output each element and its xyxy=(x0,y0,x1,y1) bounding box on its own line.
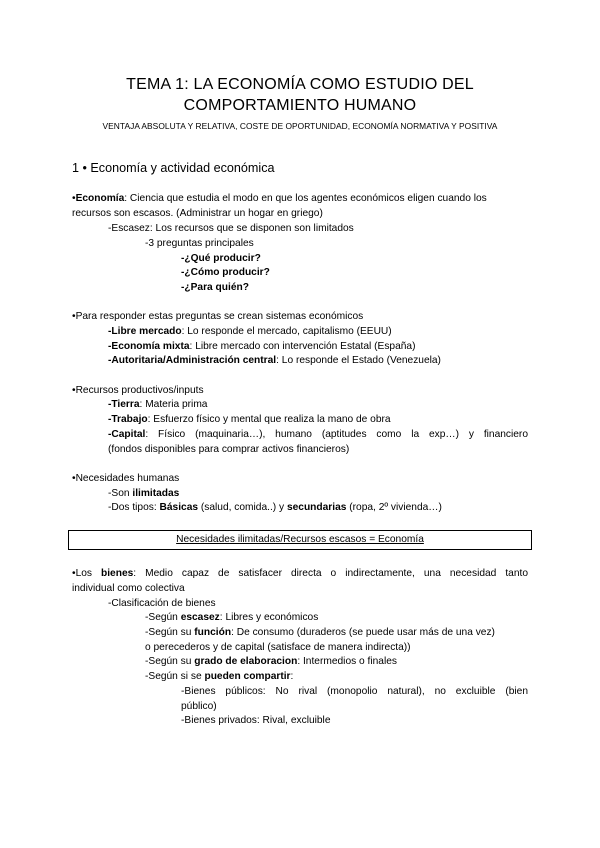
clasif-funcion-line-2: o perecederos y de capital (satisface de manera indirecta)) xyxy=(145,642,411,653)
recurso-trabajo: -Trabajo: Esfuerzo físico y mental que realiza la mano de obra xyxy=(108,414,391,425)
sistema-economia-mixta: -Economía mixta: Libre mercado con intervención Estatal (España) xyxy=(108,341,416,352)
clasif-compartir: -Según si se pueden compartir: xyxy=(145,671,294,682)
recursos-intro: •Recursos productivos/inputs xyxy=(72,385,204,396)
bienes-def-line-1: •Los bienes: Medio capaz de satisfacer directa o indirectamente, una necesidad tanto xyxy=(72,568,528,579)
doc-title-line-1: TEMA 1: LA ECONOMÍA COMO ESTUDIO DEL xyxy=(126,76,474,93)
necesidades-tipos: -Dos tipos: Básicas (salud, comida..) y secundarias (ropa, 2º vivienda…) xyxy=(108,502,442,513)
recurso-capital: -Capital: Físico (maquinaria…), humano (aptitudes como la exp…) y financiero xyxy=(108,429,528,440)
sistema-autoritaria: -Autoritaria/Administración central: Lo responde el Estado (Venezuela) xyxy=(108,355,441,366)
economia-def-1: : Ciencia que estudia el modo en que los agentes económicos eligen cuando los xyxy=(124,193,487,204)
question-what: -¿Qué producir? xyxy=(181,253,261,264)
clasificacion-bienes: -Clasificación de bienes xyxy=(108,598,216,609)
sistemas-intro: •Para responder estas preguntas se crean sistemas económicos xyxy=(72,311,364,322)
necesidades-intro: •Necesidades humanas xyxy=(72,473,180,484)
doc-title-line-2: COMPORTAMIENTO HUMANO xyxy=(183,97,417,114)
economia-def-line-1 xyxy=(72,192,487,205)
clasif-funcion: -Según su función: De consumo (duraderos (se puede usar más de una vez) xyxy=(145,627,495,638)
sistema-libre-mercado: -Libre mercado: Lo responde el mercado, capitalismo (EEUU) xyxy=(108,326,392,337)
necesidades-son: -Son ilimitadas xyxy=(108,488,180,499)
clasif-elaboracion: -Según su grado de elaboracion: Intermedios o finales xyxy=(145,656,397,667)
recurso-tierra: -Tierra: Materia prima xyxy=(108,399,208,410)
bienes-publicos-line-2: público) xyxy=(181,701,217,712)
question-how: -¿Cómo producir? xyxy=(181,267,270,278)
economia-term: Economía xyxy=(75,193,125,204)
doc-subtitle: VENTAJA ABSOLUTA Y RELATIVA, COSTE DE OPORTUNIDAD, ECONOMÍA NORMATIVA Y POSITIVA xyxy=(102,121,498,131)
question-who: -¿Para quién? xyxy=(181,282,249,293)
summary-box-text: Necesidades ilimitadas/Recursos escasos = Economía xyxy=(176,534,424,545)
tres-preguntas-line: -3 preguntas principales xyxy=(145,238,254,249)
economia-def-line-2: recursos son escasos. (Administrar un hogar en griego) xyxy=(72,208,323,219)
summary-box xyxy=(68,530,532,550)
bienes-def-line-2: individual como colectiva xyxy=(72,583,185,594)
escasez-line: -Escasez: Los recursos que se disponen son limitados xyxy=(108,223,354,234)
bienes-privados: -Bienes privados: Rival, excluible xyxy=(181,715,331,726)
bullet: • xyxy=(72,193,76,204)
clasif-escasez: -Según escasez: Libres y económicos xyxy=(145,612,319,623)
bienes-publicos: -Bienes públicos: No rival (monopolio natural), no excluible (bien xyxy=(181,686,528,697)
recurso-capital-line-2: (fondos disponibles para comprar activos financieros) xyxy=(108,444,350,455)
section-heading-1: 1 • Economía y actividad económica xyxy=(72,161,275,175)
